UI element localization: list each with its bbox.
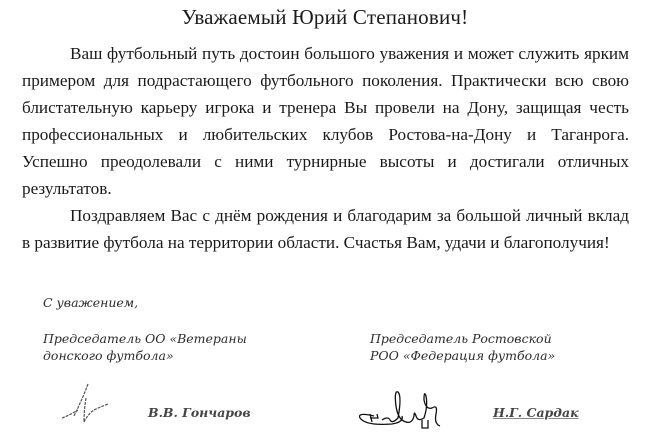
signatory-left-title	[43, 330, 247, 364]
signatory-right-title-line1: Председатель Ростовской	[370, 331, 552, 346]
letter-paragraph-2: Поздравляем Вас с днём рождения и благодарим за большой личный вклад в развитие футбола на территории области. Счастья Вам, удачи и благополучия!	[22, 206, 629, 252]
signatory-right-title	[370, 330, 555, 364]
signature-right-icon	[352, 386, 452, 441]
closing-regards: С уважением,	[43, 295, 139, 310]
signatory-left-title-line1: Председатель ОО «Ветераны	[43, 331, 247, 346]
signatory-left-title-line2: донского футбола»	[43, 348, 174, 363]
letter-paragraph-1: Ваш футбольный путь достоин большого уважения и может служить ярким примером для подрастающего футбольного поколения. Практически всю свою блистательную карьеру игрока и тренера Вы провели на Дону, защищая честь профессиональных и любительских клубов Ростова-на-Дону и Таганрога. Успешно преодолевали с ними турнирные высоты и достигали отличных результатов.	[22, 44, 629, 198]
signatory-right-title-line2: РОО «Федерация футбола»	[370, 348, 556, 363]
signatory-right-name: Н.Г. Сардак	[493, 405, 579, 420]
signature-left-icon	[60, 380, 110, 435]
letter-salutation: Уважаемый Юрий Степанович!	[181, 5, 469, 29]
signatory-left-name: В.В. Гончаров	[148, 405, 251, 420]
